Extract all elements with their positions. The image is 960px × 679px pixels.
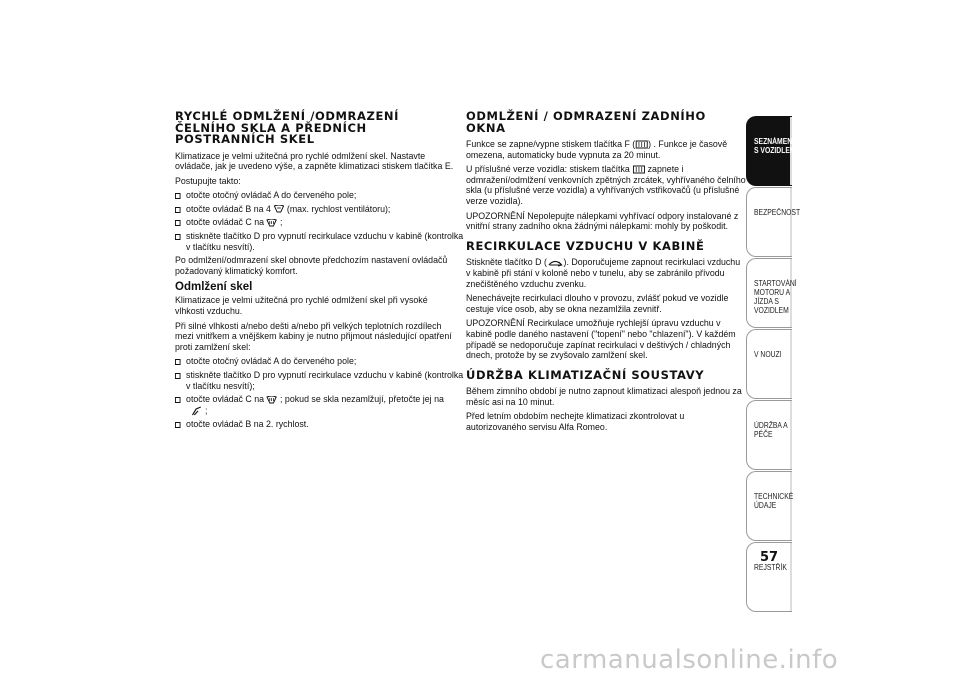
paragraph: Před letním obdobím nechejte klimatizaci zkontrolovat u autorizovaného servisu Alfa Romeo. [466,411,685,433]
list-item: stiskněte tlačítko D pro vypnutí recirkulace vzduchu v kabině (kontrolka v tlačítku nesvítí); [175,371,466,392]
windshield-defrost-icon [267,219,278,227]
tab-getting-to-know[interactable]: SEZNÁMENÍ S VOZIDLEM [746,116,792,186]
bullet-box-icon [175,422,181,428]
heading-ac-maintenance: ÚDRŽBA KLIMATIZAČNÍ SOUSTAVY [466,367,705,382]
feet-windshield-icon [190,406,203,416]
paragraph: UPOZORNĚNÍ Recirkulace umožňuje rychlejší úpravu vzduchu v kabině podle daného nastavení ("topení" nebo "chlazení"). V každém případě se nedoporučuje zapínat recirkulaci v deštivých / chladných dnech, protože by se zvyšovalo zamlžení skel. [466,318,736,362]
tab-safety[interactable]: BEZPEČNOST [746,187,792,257]
paragraph: Postupujte takto: [175,175,241,187]
tab-maintenance[interactable]: ÚDRŽBA A PÉČE [746,400,792,470]
paragraph: Funkce se zapne/vypne stiskem tlačítka F ( ) . Funkce je časově omezena, automaticky bude vypnuta za 20 minut. [466,139,728,161]
heading-recirculation: RECIRKULACE VZDUCHU V KABINĚ [466,238,705,253]
bullet-box-icon [175,220,181,226]
paragraph: Klimatizace je velmi užitečná pro rychlé odmlžení skel. Nastavte ovládače, jak je uvedeno výše, a zapněte klimatizaci stiskem tlačítka E. [175,150,454,173]
paragraph: Po odmlžení/odmrazení skel obnovte předchozím nastavení ovládačů požadovaný klimatický komfort. [175,255,448,277]
right-column [466,111,748,438]
heading-rear-defog: ODMLŽENÍ / ODMRAZENÍ ZADNÍHO OKNA [466,109,706,135]
tab-technical-data[interactable]: TECHNICKÉ ÚDAJE [746,471,792,541]
list-item: otočte ovládač B na 2. rychlost. [175,420,466,431]
bullet-box-icon [175,207,181,213]
section-tabs [746,116,801,613]
paragraph: Stiskněte tlačítko D ( ). Doporučujeme zapnout recirkulaci vzduchu v kabině při stání v koloně nebo v tunelu, aby se zabránilo přívodu znečištěného vzduchu zvenku. [466,257,741,290]
fan-icon [273,205,284,213]
list-item: otočte ovládač B na 4 (max. rychlost ventilátoru); [175,205,466,216]
list-item: otočte otočný ovládač A do červeného pole; [175,357,466,368]
list-item: otočte ovládač C na ; pokud se skla nezamlžují, přetočte jej na ; [175,395,466,417]
bullet-box-icon [175,193,181,199]
list-item: stiskněte tlačítko D pro vypnutí recirkulace vzduchu v kabině (kontrolka v tlačítku nesvítí). [175,232,466,253]
windshield-defrost-icon [267,396,278,404]
paragraph: UPOZORNĚNÍ Nepolepujte nálepkami vyhřívací odpory instalované z vnitřní strany zadního okna žádnými nálepkami: mohly by poškodit. [466,210,739,233]
rear-defrost-icon [632,165,645,174]
heading-defog: Odmlžení skel [175,281,253,294]
bullet-box-icon [175,359,181,365]
left-column [175,109,464,434]
watermark: carmanualsonline.info [540,645,839,675]
bullet-box-icon [175,373,181,379]
list-item: otočte otočný ovládač A do červeného pole; [175,191,466,202]
paragraph: Nenechávejte recirkulaci dlouho v provozu, zvlášť pokud ve vozidle cestuje více osob, aby se okna nezamlžila zevnitř. [466,293,729,315]
steps-list [175,190,464,253]
bullet-box-icon [175,397,181,403]
bullet-box-icon [175,234,181,240]
paragraph: Během zimního období je nutno zapnout klimatizaci alespoň jednou za měsíc asi na 10 minut. [466,386,742,408]
tab-starting-driving[interactable]: STARTOVÁNÍ MOTORU A JÍZDA S VOZIDLEM [746,258,792,328]
tab-index[interactable]: REJSTŘÍK [746,542,792,612]
heading-quick-defog: RYCHLÉ ODMLŽENÍ /ODMRAZENÍ ČELNÍHO SKLA A PŘEDNÍCH POSTRANNÍCH SKEL [175,109,400,146]
page-number: 57 [760,550,779,565]
paragraph: Klimatizace je velmi užitečná pro rychlé odmlžení skel při vysoké vlhkosti vzduchu. [175,295,428,318]
paragraph: Při silné vlhkosti a/nebo dešti a/nebo při velkých teplotních rozdílech mezi vnitřkem a vnějškem kabiny je nutno přijmout následující opatření proti zamlžení skel: [175,320,452,353]
recirculation-icon [547,258,564,267]
paragraph: U příslušné verze vozidla: stiskem tlačítka zapnete i odmražení/odmlžení venkovních zpětných zrcátek, vyhřívaného čelního skla (u příslušné verze vozidla) a vyhřívaných vstřikovačů (u příslušné verze vozidla). [466,164,746,208]
rear-defrost-icon [635,140,648,149]
steps-list [175,356,464,430]
list-item: otočte ovládač C na ; [175,218,466,229]
tab-emergency[interactable]: V NOUZI [746,329,792,399]
